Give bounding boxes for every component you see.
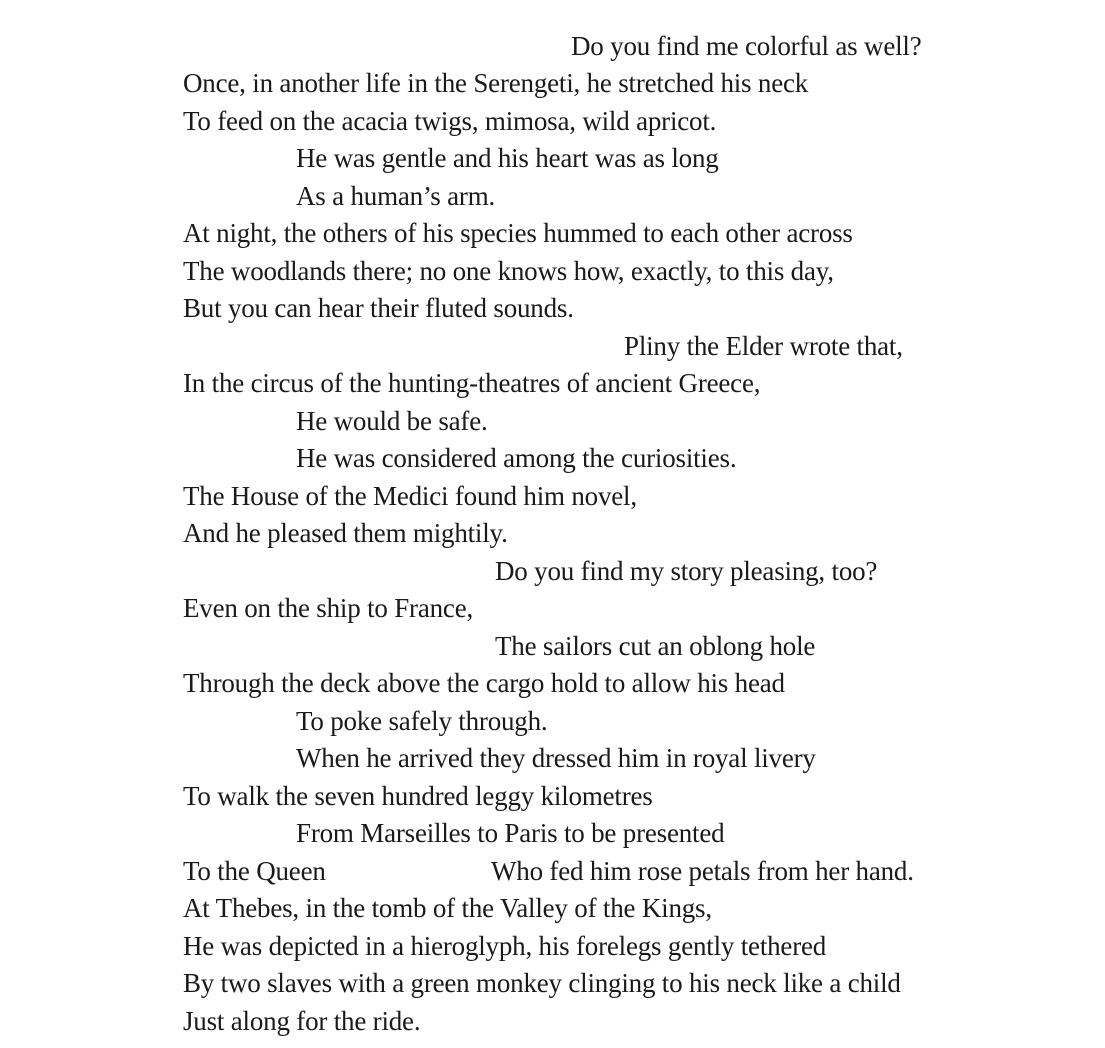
poem-line: From Marseilles to Paris to be presented [296,818,725,848]
poem-line: Pliny the Elder wrote that, [624,331,903,361]
poem-line: He was depicted in a hieroglyph, his forelegs gently tethered [183,931,827,961]
poem-line: The woodlands there; no one knows how, exactly, to this day, [183,256,834,286]
poem-line: When he arrived they dressed him in royal livery [296,743,816,773]
poem-line: But you can hear their fluted sounds. [183,293,574,323]
poem-line: He was gentle and his heart was as long [296,143,719,173]
poem-line: The sailors cut an oblong hole [495,631,816,661]
poem-line: To the Queen [183,856,326,886]
poem-line: In the circus of the hunting-theatres of ancient Greece, [183,368,761,398]
poem-line: To poke safely through. [296,706,548,736]
poem-line: The House of the Medici found him novel, [183,481,637,511]
poem-line: To feed on the acacia twigs, mimosa, wild apricot. [183,106,717,136]
poem-line: And he pleased them mightily. [183,518,508,548]
poem-line: To walk the seven hundred leggy kilometres [183,781,653,811]
poem-line: At Thebes, in the tomb of the Valley of the Kings, [183,893,712,923]
poem-line: He was considered among the curiosities. [296,443,737,473]
poem-line: By two slaves with a green monkey clinging to his neck like a child [183,968,901,998]
poem-line: Do you find me colorful as well? [571,31,922,61]
poem-line: He would be safe. [296,406,488,436]
poem-line: Through the deck above the cargo hold to allow his head [183,668,785,698]
poem-line: Do you find my story pleasing, too? [495,556,878,586]
poem-line: Once, in another life in the Serengeti, he stretched his neck [183,68,809,98]
poem-line: At night, the others of his species hummed to each other across [183,218,853,248]
poem-line: Who fed him rose petals from her hand. [491,856,914,886]
poem-line: As a human’s arm. [296,181,496,211]
poem-line: Even on the ship to France, [183,593,474,623]
poem-line: Just along for the ride. [183,1006,421,1036]
